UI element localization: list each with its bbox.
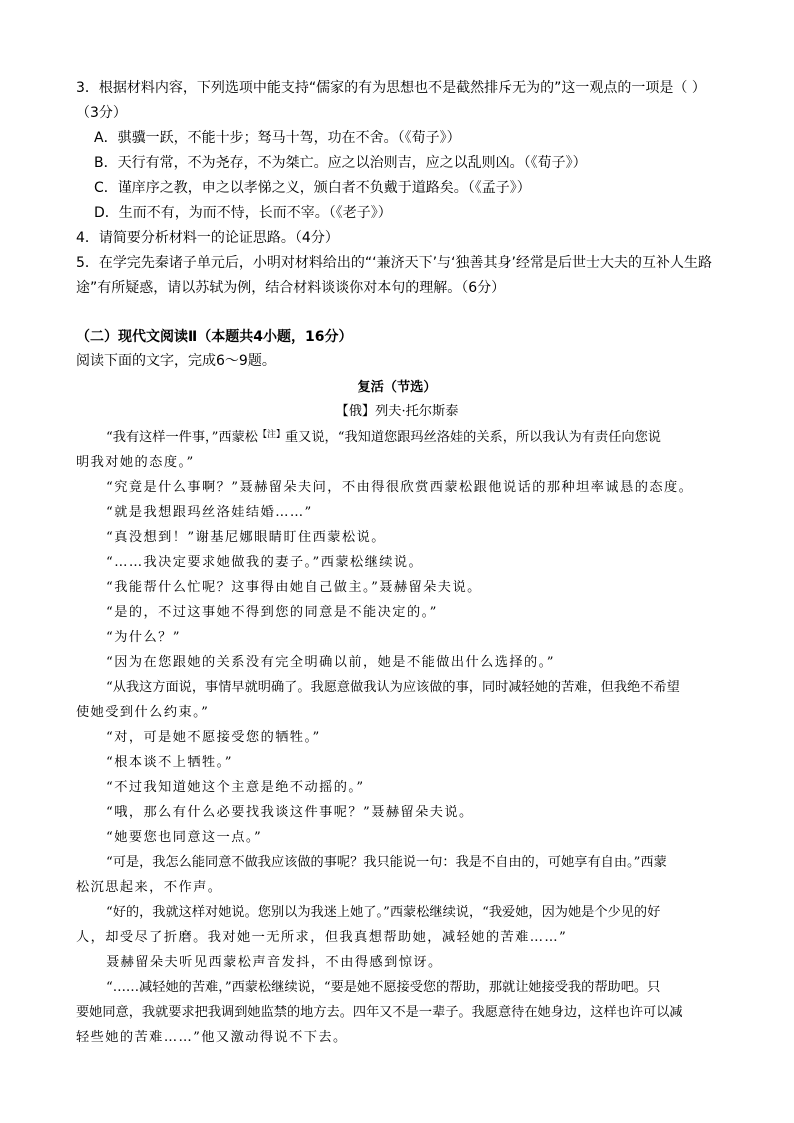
passage-line: 要她同意，我就要求把我调到她监禁的地方去。四年又不是一辈子。我愿意待在她身边，这样也许可以减	[76, 1005, 683, 1020]
question-3-option-a: A．骐骥一跃，不能十步；驽马十驾，功在不舍。（《荀子》）	[94, 130, 461, 146]
passage-line: “从我这方面说，事情早就明确了。我愿意做我认为应该做的事，同时减轻她的苦难，但我绝不希望	[106, 680, 680, 695]
passage-line: “好的，我就这样对她说。您别以为我迷上她了。”西蒙松继续说，“我爱她，因为她是个少见的好	[106, 905, 661, 920]
passage-line: 人，却受尽了折磨。我对她一无所求，但我真想帮助她，减轻她的苦难……”	[76, 930, 568, 945]
question-3-option-b: B．天行有常，不为尧存，不为桀亡。应之以治则吉，应之以乱则凶。（《荀子》）	[94, 155, 587, 171]
question-3-option-c: C．谨庠序之教，申之以孝悌之义，颁白者不负戴于道路矣。（《孟子》）	[94, 180, 531, 196]
passage-line: “……减轻她的苦难，”西蒙松继续说，“要是她不愿接受您的帮助，那就让她接受我的帮助吧。只	[106, 980, 661, 995]
passage-line: “究竟是什么事啊？”聂赫留朵夫问，不由得很欣赏西蒙松跟他说话的那种坦率诚恳的态度。	[106, 480, 694, 495]
passage-line: 轻些她的苦难……”他又激动得说不下去。	[76, 1030, 348, 1045]
passage-line: “为什么？”	[106, 630, 181, 645]
question-5-line-1: 5．在学完先秦诸子单元后，小明对材料给出的“‘兼济天下’与‘独善其身’经常是后世士大夫的互补人生路	[76, 255, 712, 271]
passage-title: 复活（节选）	[357, 380, 437, 395]
question-3-option-d: D．生而不有，为而不恃，长而不宰。（《老子》）	[94, 205, 392, 221]
passage-line: “我能帮什么忙呢？这事得由她自己做主。”聂赫留朵夫说。	[106, 580, 482, 595]
passage-line: “不过我知道她这个主意是绝不动摇的。”	[106, 780, 365, 795]
passage-line: “因为在您跟她的关系没有完全明确以前，她是不能做出什么选择的。”	[106, 655, 555, 670]
passage-line: “哦，那么有什么必要找我谈这件事呢？”聂赫留朵夫说。	[106, 805, 474, 820]
passage-line: 松沉思起来，不作声。	[76, 880, 223, 895]
passage-line: “是的，不过这事她不得到您的同意是不能决定的。”	[106, 605, 438, 620]
passage-line: “真没想到！”谢基尼娜眼睛盯住西蒙松说。	[106, 530, 386, 545]
passage-line: 聂赫留朵夫听见西蒙松声音发抖，不由得感到惊讶。	[106, 955, 443, 970]
question-5-line-2: 途”有所疑惑，请以苏轼为例，结合材料谈谈你对本句的理解。（6分）	[76, 280, 506, 296]
passage-line: “可是，我怎么能同意不做我应该做的事呢？我只能说一句：我是不自由的，可她享有自由。”西蒙	[106, 855, 667, 870]
passage-text: “我有这样一件事，”西蒙松	[106, 430, 258, 445]
passage-text: 重又说，“我知道您跟玛丝洛娃的关系，所以我认为有责任向您说	[284, 430, 661, 445]
passage-paragraph-1	[106, 428, 661, 449]
passage-line: “她要您也同意这一点。”	[106, 830, 263, 845]
passage-line: 明我对她的态度。”	[76, 455, 195, 470]
question-3-stem: 3．根据材料内容，下列选项中能支持“儒家的有为思想也不是截然排斥无为的”这一观点的一项是（ ）	[76, 80, 706, 96]
passage-line: “就是我想跟玛丝洛娃结婚……”	[106, 505, 313, 520]
passage-line: “对，可是她不愿接受您的牺牲。”	[106, 730, 321, 745]
section-instruction: 阅读下面的文字，完成6～9题。	[76, 353, 276, 369]
passage-line: “根本谈不上牺牲。”	[106, 755, 233, 770]
passage-line: “……我决定要求她做我的妻子。”西蒙松继续说。	[106, 555, 424, 570]
question-3-score: （3分）	[76, 105, 127, 121]
footnote-marker: 【注】	[257, 430, 285, 440]
question-4: 4．请简要分析材料一的论证思路。（4分）	[76, 230, 339, 246]
passage-author: 【俄】列夫·托尔斯泰	[335, 404, 459, 419]
passage-line: 使她受到什么约束。”	[76, 705, 210, 720]
section-heading: （二）现代文阅读Ⅱ（本题共4小题，16分）	[76, 329, 353, 345]
